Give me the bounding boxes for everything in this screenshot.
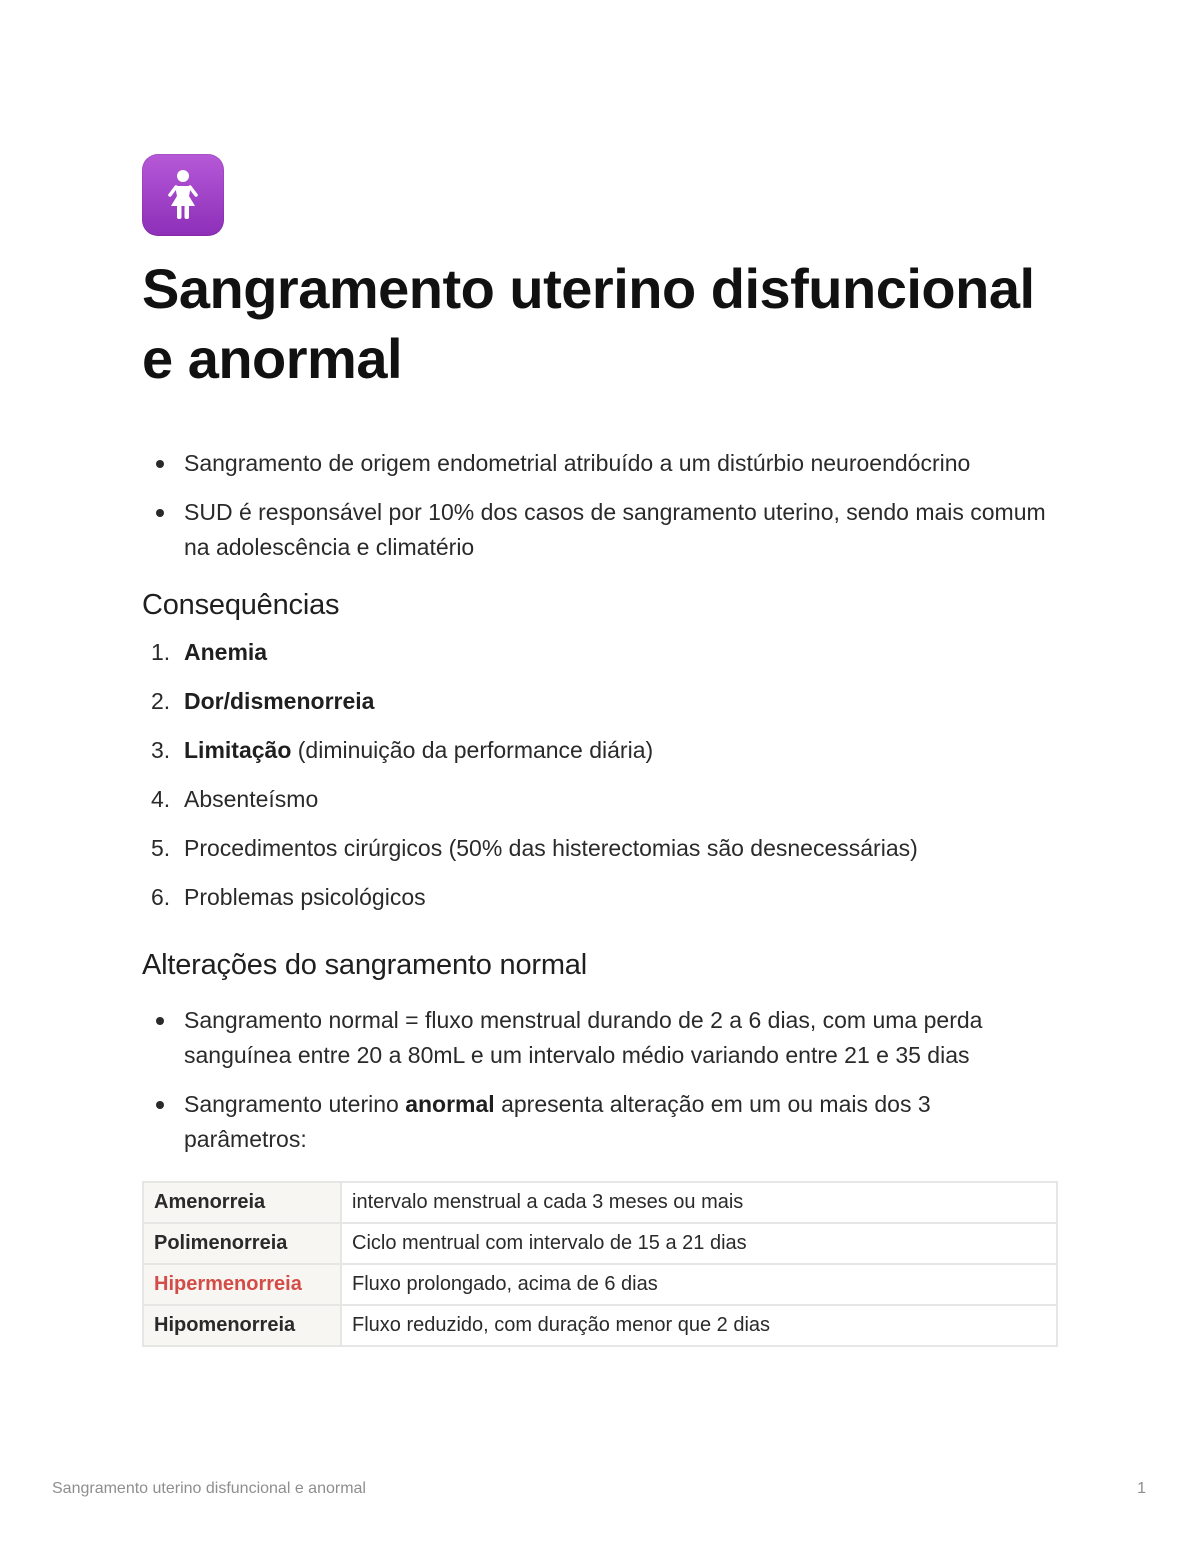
bullet-text-end: apresenta alteração em um ou mais dos 3 parâmetros:: [184, 1091, 931, 1152]
item-number: 1.: [151, 639, 171, 665]
list-item: [142, 733, 1058, 768]
page-content: [142, 154, 1058, 1347]
table-cell-term: Polimenorreia: [143, 1223, 341, 1264]
bullet-dot: [156, 460, 164, 468]
page-number: 1: [1137, 1480, 1146, 1497]
list-item: [142, 635, 1058, 670]
table-cell-term: Hipomenorreia: [143, 1305, 341, 1346]
woman-icon: [142, 154, 224, 236]
table-cell-desc: Fluxo prolongado, acima de 6 dias: [341, 1264, 1057, 1305]
heading-alteracoes: Alterações do sangramento normal: [142, 949, 587, 981]
table-cell-term-highlight: Hipermenorreia: [143, 1264, 341, 1305]
table-row: [143, 1223, 1057, 1264]
list-item: [142, 446, 1058, 481]
item-number: 6.: [151, 884, 171, 910]
item-number: 4.: [151, 786, 171, 812]
item-text: Procedimentos cirúrgicos (50% das histerectomias são desnecessárias): [184, 835, 918, 861]
table-row: [143, 1305, 1057, 1346]
bullet-dot: [156, 1101, 164, 1109]
table-row: [143, 1182, 1057, 1223]
item-bold-text: Anemia: [184, 639, 268, 665]
item-number: 2.: [151, 688, 171, 714]
parametros-table: [142, 1181, 1058, 1347]
item-bold-text: Limitação: [184, 737, 292, 763]
alteracoes-bullet-list: [142, 1003, 1058, 1157]
page-title: Sangramento uterino disfuncional e anormal: [142, 257, 1035, 390]
footer-title: Sangramento uterino disfuncional e anormal: [52, 1480, 366, 1497]
list-item: [142, 880, 1058, 915]
intro-bullet-list: [142, 446, 1058, 565]
item-text: (diminuição da performance diária): [291, 737, 654, 763]
bullet-dot: [156, 1017, 164, 1025]
bullet-text: Sangramento de origem endometrial atribuído a um distúrbio neuroendócrino: [184, 450, 971, 476]
list-item: [142, 684, 1058, 719]
item-text: Absenteísmo: [184, 786, 319, 812]
bullet-text-start: Sangramento uterino: [184, 1091, 406, 1117]
heading-consequencias: Consequências: [142, 589, 340, 621]
table-cell-desc: Fluxo reduzido, com duração menor que 2 dias: [341, 1305, 1057, 1346]
item-number: 3.: [151, 737, 171, 763]
list-item: [142, 1003, 1058, 1073]
bullet-text: SUD é responsável por 10% dos casos de sangramento uterino, sendo mais comum na adolescência e climatério: [184, 499, 1046, 560]
list-item: [142, 831, 1058, 866]
table-cell-desc: intervalo menstrual a cada 3 meses ou mais: [341, 1182, 1057, 1223]
list-item: [142, 1087, 1058, 1157]
table-cell-desc: Ciclo mentrual com intervalo de 15 a 21 dias: [341, 1223, 1057, 1264]
item-text: Problemas psicológicos: [184, 884, 426, 910]
item-bold-text: Dor/dismenorreia: [184, 688, 375, 714]
list-item: [142, 495, 1058, 565]
bullet-bold-text: anormal: [405, 1091, 495, 1117]
table-row: [143, 1264, 1057, 1305]
item-number: 5.: [151, 835, 171, 861]
bullet-dot: [156, 509, 164, 517]
bullet-text: Sangramento normal = fluxo menstrual durando de 2 a 6 dias, com uma perda sanguínea entre 20 a 80mL e um intervalo médio variando entre 21 e 35 dias: [184, 1007, 983, 1068]
consequencias-list: [142, 635, 1058, 915]
table-cell-term: Amenorreia: [143, 1182, 341, 1223]
list-item: [142, 782, 1058, 817]
